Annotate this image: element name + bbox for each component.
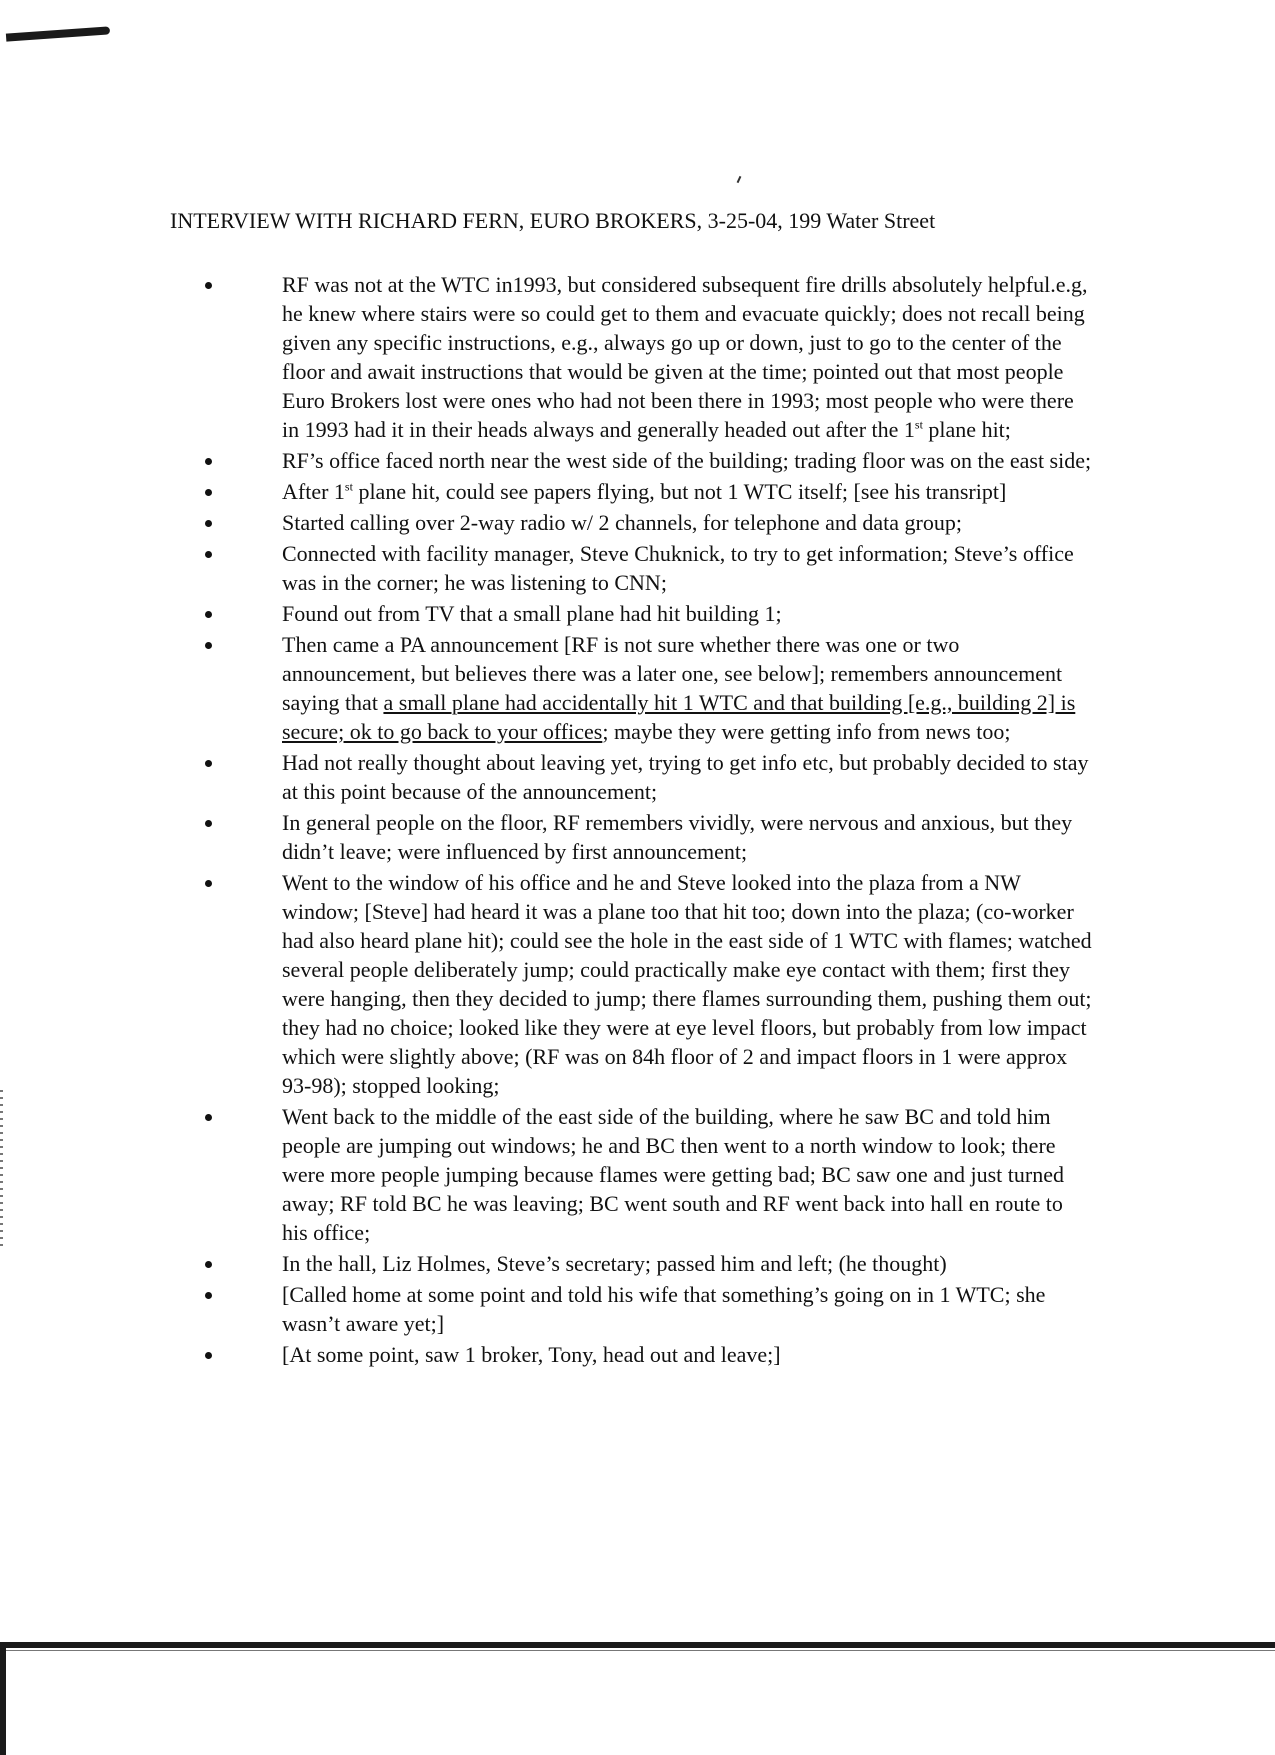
note-item: In the hall, Liz Holmes, Steve’s secretary; passed him and left; (he thought) <box>194 1249 1094 1278</box>
note-item: RF’s office faced north near the west side of the building; trading floor was on the east side; <box>194 446 1094 475</box>
note-item: After 1st plane hit, could see papers flying, but not 1 WTC itself; [see his transript] <box>194 477 1094 506</box>
note-item: Went back to the middle of the east side of the building, where he saw BC and told him people are jumping out windows; he and BC then went to a north window to look; there were more people jumping because flames were getting bad; BC saw one and just turned away; RF told BC he was leaving; BC went south and RF went back into hall en route to his office; <box>194 1102 1094 1247</box>
bullet-icon <box>205 551 212 558</box>
bullet-icon <box>205 282 212 289</box>
underlined-announcement: a small plane had accidentally hit 1 WTC and that building [e.g., building 2] is secure; ok to go back to your offices <box>282 690 1076 744</box>
note-item: [At some point, saw 1 broker, Tony, head out and leave;] <box>194 1340 1094 1369</box>
note-item: Started calling over 2-way radio w/ 2 channels, for telephone and data group; <box>194 508 1094 537</box>
interview-notes-list <box>194 270 1094 1371</box>
scan-artifact-bottom-rule-thin <box>0 1650 1275 1651</box>
scan-artifact-corner-mark <box>0 1642 6 1755</box>
note-item: [Called home at some point and told his wife that something’s going on in 1 WTC; she wasn’t aware yet;] <box>194 1280 1094 1338</box>
bullet-icon <box>205 520 212 527</box>
bullet-icon <box>205 820 212 827</box>
bullet-icon <box>205 880 212 887</box>
bullet-icon <box>205 1261 212 1268</box>
document-heading: INTERVIEW WITH RICHARD FERN, EURO BROKERS, 3-25-04, 199 Water Street <box>170 208 936 233</box>
note-item: In general people on the floor, RF remembers vividly, were nervous and anxious, but they didn’t leave; were influenced by first announcement; <box>194 808 1094 866</box>
bullet-icon <box>205 642 212 649</box>
note-item: Then came a PA announcement [RF is not sure whether there was one or two announcement, but believes there was a later one, see below]; remembers announcement saying that a small plane had accidentally hit 1 WTC and that building [e.g., building 2] is secure; ok to go back to your offices; maybe they were getting info from news too; <box>194 630 1094 746</box>
scan-artifact-tick <box>737 176 742 183</box>
bullet-icon <box>205 760 212 767</box>
bullet-icon <box>205 1292 212 1299</box>
bullet-icon <box>205 611 212 618</box>
bullet-icon <box>205 1352 212 1359</box>
bullet-icon <box>205 1114 212 1121</box>
scan-artifact-edge <box>0 1090 3 1250</box>
scan-artifact-top-mark <box>6 26 110 41</box>
note-item: Went to the window of his office and he and Steve looked into the plaza from a NW window; [Steve] had heard it was a plane too that hit too; down into the plaza; (co-worker had also heard plane hit); could see the hole in the east side of 1 WTC with flames; watched several people deliberately jump; could practically make eye contact with them; first they were hanging, then they decided to jump; there flames surrounding them, pushing them out; they had no choice; looked like they were at eye level floors, but probably from low impact which were slightly above; (RF was on 84h floor of 2 and impact floors in 1 were approx 93-98); stopped looking; <box>194 868 1094 1100</box>
note-item: RF was not at the WTC in1993, but considered subsequent fire drills absolutely helpful.e.g, he knew where stairs were so could get to them and evacuate quickly; does not recall being given any specific instructions, e.g., always go up or down, just to go to the center of the floor and await instructions that would be given at the time; pointed out that most people Euro Brokers lost were ones who had not been there in 1993; most people who were there in 1993 had it in their heads always and generally headed out after the 1st plane hit; <box>194 270 1094 444</box>
bullet-icon <box>205 489 212 496</box>
note-item: Connected with facility manager, Steve Chuknick, to try to get information; Steve’s office was in the corner; he was listening to CNN; <box>194 539 1094 597</box>
bullet-icon <box>205 458 212 465</box>
scan-artifact-bottom-rule <box>0 1642 1275 1648</box>
note-item: Found out from TV that a small plane had hit building 1; <box>194 599 1094 628</box>
note-item: Had not really thought about leaving yet, trying to get info etc, but probably decided to stay at this point because of the announcement; <box>194 748 1094 806</box>
